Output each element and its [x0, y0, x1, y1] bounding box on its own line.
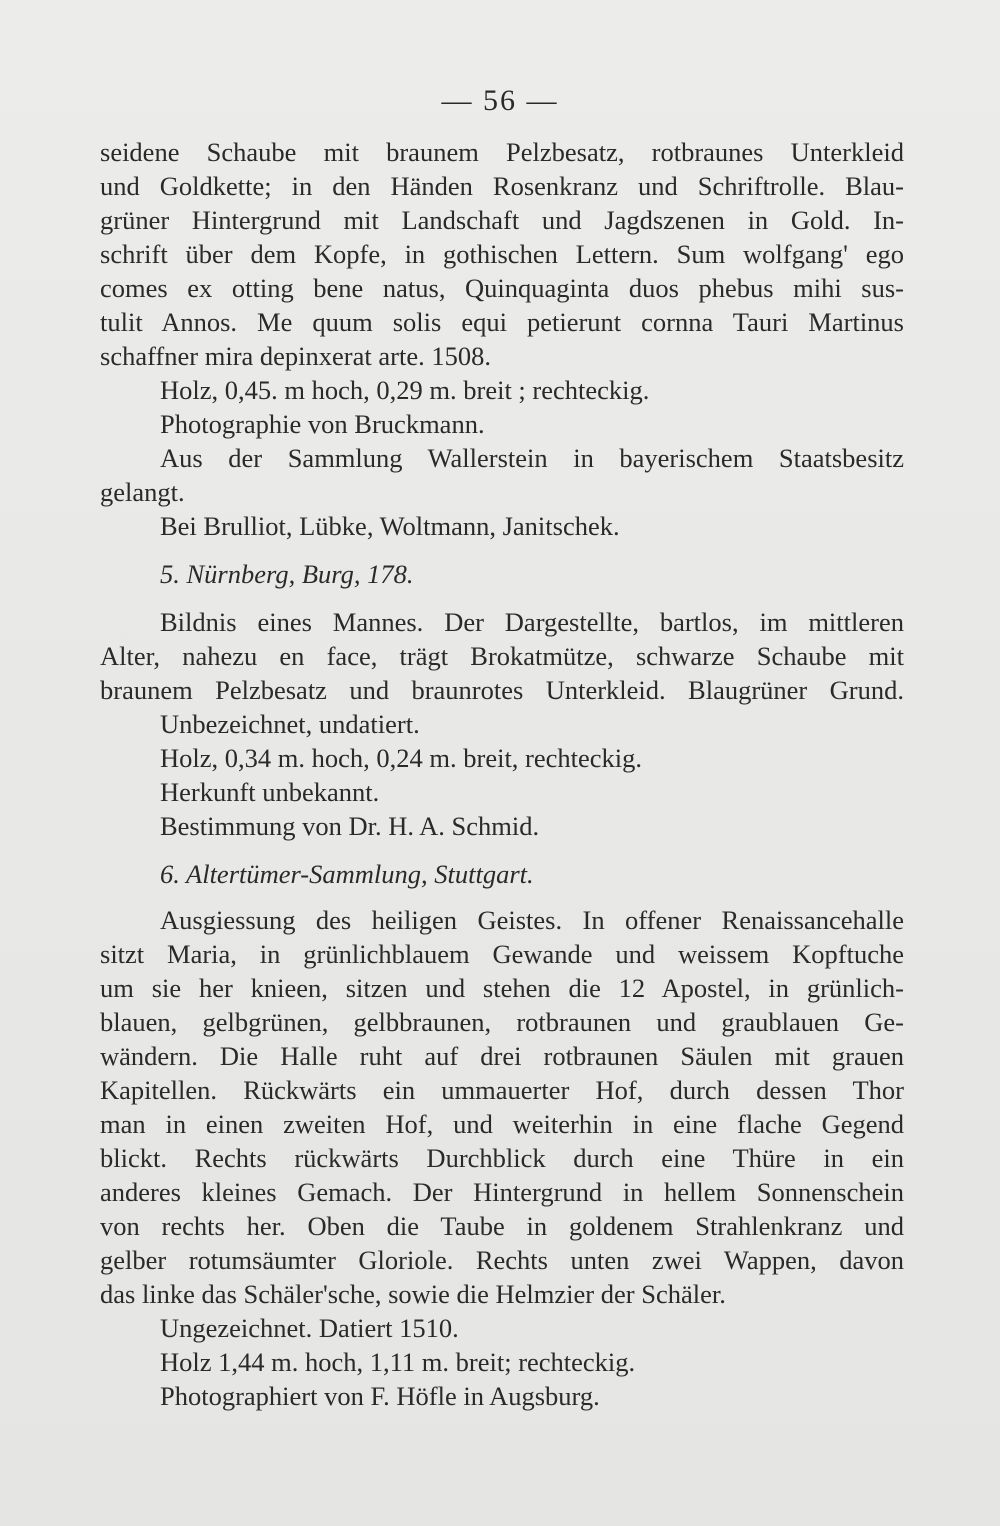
page-number: — 56 —: [441, 84, 559, 117]
text-line: tulit Annos. Me quum solis equi petierunt cornna Tauri Martinus: [100, 307, 904, 337]
text-line: sitzt Maria, in grünlichblauem Gewande und weissem Kopftuche: [100, 939, 904, 969]
text-line: das linke das Schäler'sche, sowie die Helmzier der Schäler.: [100, 1279, 726, 1309]
text-line: schrift über dem Kopfe, in gothischen Lettern. Sum wolfgang' ego: [100, 239, 904, 269]
text-line: um sie her knieen, sitzen und stehen die 12 Apostel, in grünlich-: [100, 973, 904, 1003]
text-line: Alter, nahezu en face, trägt Brokatmütze, schwarze Schaube mit: [100, 641, 904, 671]
entry-heading: 5. Nürnberg, Burg, 178.: [160, 559, 414, 589]
entry-heading: 6. Altertümer-Sammlung, Stuttgart.: [160, 859, 534, 889]
text-line: Bildnis eines Mannes. Der Dargestellte, bartlos, im mittleren: [160, 607, 904, 637]
text-line: seidene Schaube mit braunem Pelzbesatz, rotbraunes Unterkleid: [100, 137, 904, 167]
text-line: anderes kleines Gemach. Der Hintergrund in hellem Sonnenschein: [100, 1177, 904, 1207]
text-line: von rechts her. Oben die Taube in goldenem Strahlenkranz und: [100, 1211, 904, 1241]
text-line: man in einen zweiten Hof, und weiterhin in eine flache Gegend: [100, 1109, 904, 1139]
note-line: Holz, 0,45. m hoch, 0,29 m. breit ; rechteckig.: [160, 375, 650, 405]
note-line: Bestimmung von Dr. H. A. Schmid.: [160, 811, 540, 841]
text-line: Kapitellen. Rückwärts ein ummauerter Hof, durch dessen Thor: [100, 1075, 904, 1105]
text-line: und Goldkette; in den Händen Rosenkranz und Schriftrolle. Blau-: [100, 171, 904, 201]
note-line: Holz, 0,34 m. hoch, 0,24 m. breit, rechteckig.: [160, 743, 643, 773]
note-line: gelangt.: [100, 477, 185, 507]
text-line: comes ex otting bene natus, Quinquaginta duos phebus mihi sus-: [100, 273, 904, 303]
note-line: Herkunft unbekannt.: [160, 777, 380, 807]
note-line: Photographiert von F. Höfle in Augsburg.: [160, 1381, 600, 1411]
text-line: Ausgiessung des heiligen Geistes. In offener Renaissancehalle: [160, 905, 904, 935]
text-line: braunem Pelzbesatz und braunrotes Unterkleid. Blaugrüner Grund.: [100, 675, 904, 705]
text-line: wändern. Die Halle ruht auf drei rotbraunen Säulen mit grauen: [100, 1041, 904, 1071]
note-line: Unbezeichnet, undatiert.: [160, 709, 420, 739]
text-line: blickt. Rechts rückwärts Durchblick durch eine Thüre in ein: [100, 1143, 904, 1173]
text-line: grüner Hintergrund mit Landschaft und Jagdszenen in Gold. In-: [100, 205, 904, 235]
text-line: blauen, gelbgrünen, gelbbraunen, rotbraunen und graublauen Ge-: [100, 1007, 904, 1037]
text-line: schaffner mira depinxerat arte. 1508.: [100, 341, 491, 371]
note-line: Holz 1,44 m. hoch, 1,11 m. breit; rechteckig.: [160, 1347, 636, 1377]
note-line: Photographie von Bruckmann.: [160, 409, 485, 439]
text-line: gelber rotumsäumter Gloriole. Rechts unten zwei Wappen, davon: [100, 1245, 904, 1275]
note-line: Ungezeichnet. Datiert 1510.: [160, 1313, 459, 1343]
note-line: Bei Brulliot, Lübke, Woltmann, Janitschek.: [160, 511, 620, 541]
note-line: Aus der Sammlung Wallerstein in bayerischem Staatsbesitz: [160, 443, 904, 473]
